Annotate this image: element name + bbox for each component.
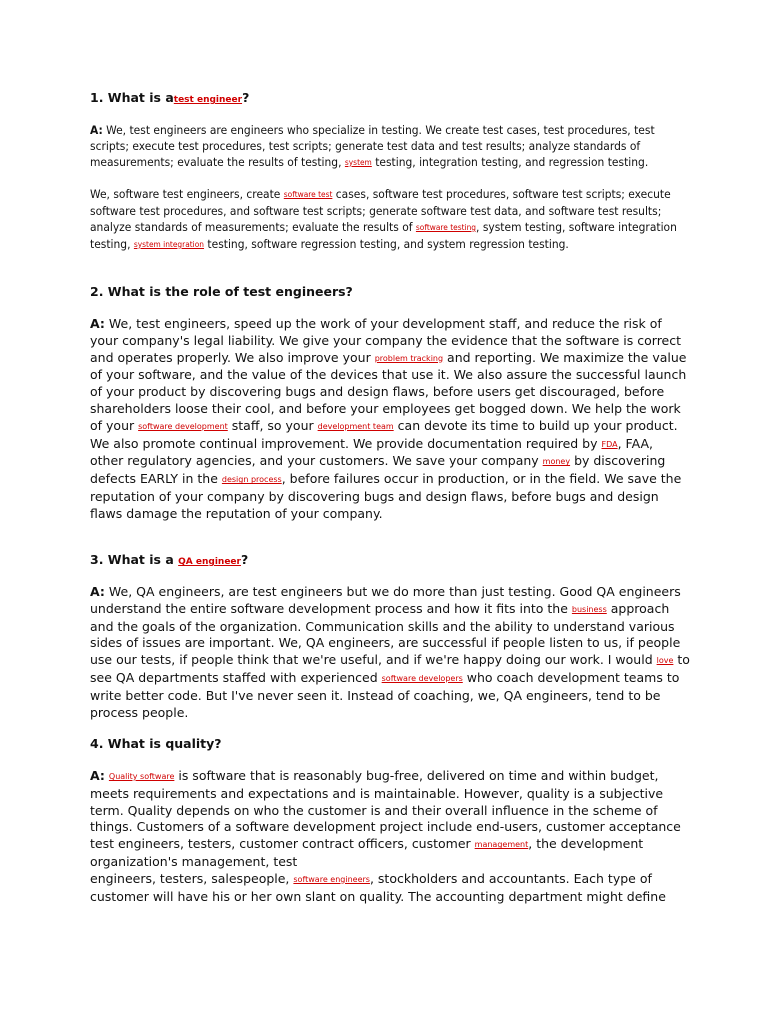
question-1-title-text: 1. What is a [90, 90, 174, 105]
answer-label: A: [90, 584, 105, 599]
link-software-engineers[interactable]: software engineers [293, 874, 370, 884]
answer-text: We, QA engineers, are test engineers but we do more than just testing. Good QA engineers understand the entire software development process and how it fits into the [90, 584, 681, 616]
link-software-testing[interactable]: software testing [415, 223, 477, 232]
answer-text: , FAA, other regulatory agencies, and your customers. We save your company [90, 435, 654, 469]
answer-text: who coach development teams to write better code. But I've never seen it. Instead of coaching, we, QA engineers, tend to be process people. [90, 669, 680, 720]
link-problem-tracking[interactable]: problem tracking [374, 353, 444, 363]
answer-4-paragraph [90, 768, 690, 905]
question-1-section [90, 90, 690, 105]
answer-text: testing, integration testing, and regression testing. [371, 155, 649, 169]
link-management[interactable]: management [474, 840, 529, 850]
answer-text: We, test engineers, speed up the work of your development staff, and reduce the risk of your company's legal liability. We give your company the evidence that the software is correct and operates properly. We also improve your [90, 316, 682, 365]
link-software-developers[interactable]: software developers [381, 673, 463, 683]
answer-text: We, software test engineers, create [90, 187, 284, 201]
answer-1-paragraph-2 [90, 186, 690, 253]
answer-label: A: [90, 316, 105, 331]
link-system[interactable]: system [344, 158, 372, 167]
question-2-section [90, 284, 690, 299]
answer-label: A: [90, 123, 103, 137]
answer-text: testing, software regression testing, and system regression testing. [204, 237, 569, 251]
question-3-section [90, 552, 690, 567]
link-test-engineer[interactable]: test engineer [173, 95, 243, 105]
answer-text: is software that is reasonably bug-free, delivered on time and within budget, meets requirements and expectations and is maintainable. However, quality is a subjective term. Quality depends on who the customer is and their overall influence in the scheme of things. Customers of a software development project include end-users, customer acceptance test engineers, testers, customer contract officers, customer [90, 768, 681, 852]
answer-text: staff, so your [227, 417, 318, 433]
link-qa-engineer[interactable]: QA engineer [178, 557, 241, 567]
answer-text: approach and the goals of the organization. Communication skills and the ability to understand various sides of issues are important. We, QA engineers, are successful if people listen to us, if people use our tests, if people think that we're useful, and if we're happy doing our work. I would [90, 600, 681, 668]
answer-3-paragraph [90, 584, 690, 721]
link-software-development[interactable]: software development [138, 421, 228, 431]
answer-2-paragraph [90, 316, 690, 523]
link-fda[interactable]: FDA [601, 439, 618, 449]
question-3-title-text: 3. What is a [90, 552, 179, 567]
answer-text: , before failures occur in production, or in the field. We save the reputation of your company by discovering bugs and design flaws, before bugs and design flaws damage the reputation of your company. [90, 471, 682, 521]
answer-text: We, test engineers are engineers who specialize in testing. We create test cases, test procedures, test scripts; execute test procedures, test scripts; generate test data and test results; analyze standards of measurements; evaluate the results of testing, [90, 123, 655, 169]
answer-text: , the development organization's management, test [90, 836, 644, 869]
question-2-title: 2. What is the role of test engineers? [90, 284, 353, 299]
answer-text: cases, software test procedures, software test scripts; execute software test procedures, and software test scripts; generate software test data, and software test results; analyze standards of measurements; evaluate the results of [90, 187, 671, 234]
answer-text: , stockholders and accountants. Each type of customer will have his or her own slant on quality. The accounting department might define [90, 870, 666, 904]
answer-label: A: [90, 768, 105, 783]
question-1-title [90, 90, 690, 105]
question-3-title [90, 552, 690, 567]
question-4-section [90, 736, 690, 751]
link-love[interactable]: love [656, 656, 674, 666]
link-software-test[interactable]: software test [283, 190, 333, 199]
link-money[interactable]: money [542, 457, 571, 467]
answer-text: to see QA departments staffed with experienced [90, 652, 690, 685]
answer-1-paragraph-1 [90, 122, 690, 171]
question-3-title-end: ? [240, 552, 249, 567]
question-4-title: 4. What is quality? [90, 736, 222, 751]
link-design-process[interactable]: design process [221, 475, 282, 485]
link-development-team[interactable]: development team [317, 421, 394, 431]
link-quality-software[interactable]: Quality software [108, 772, 175, 781]
answer-text: by discovering defects EARLY in the [90, 453, 666, 487]
answer-text: and reporting. We maximize the value of your software, and the value of the devices that use it. We also assure the successful launch of your product by discovering bugs and design flaws, before users get discouraged, before shareholders loose their cool, and before your employees get bogged down. We help the work of your [90, 349, 687, 433]
link-business[interactable]: business [571, 604, 607, 614]
question-1-title-end: ? [242, 90, 250, 105]
answer-text: , system testing, software integration testing, [90, 220, 677, 251]
answer-text: engineers, testers, salespeople, [90, 870, 294, 886]
answer-text: can devote its time to build up your product. We also promote continual improvement. We provide documentation required by [90, 417, 678, 451]
link-system-integration[interactable]: system integration [133, 240, 205, 249]
